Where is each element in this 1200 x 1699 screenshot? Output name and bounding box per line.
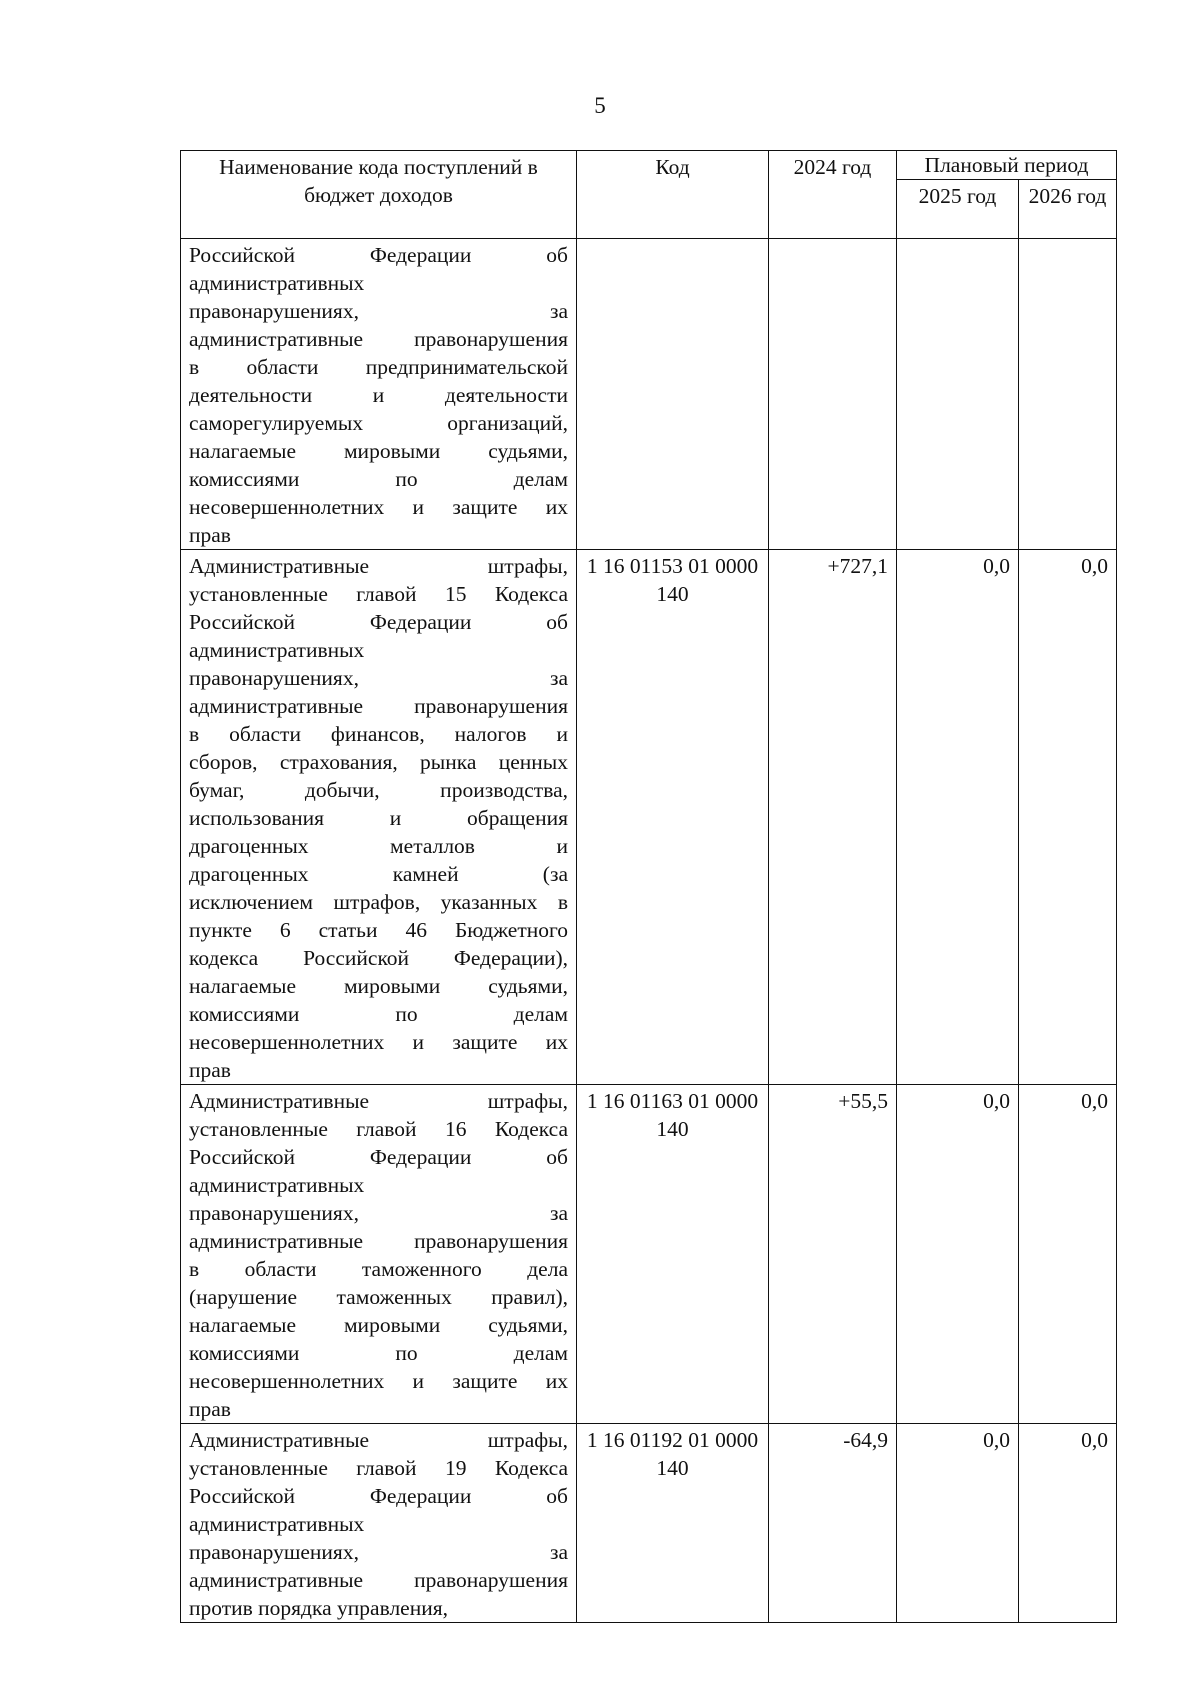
- revenue-name-line: кодекса Российской Федерации),: [189, 946, 568, 970]
- header-2024: 2024 год: [769, 151, 897, 239]
- value-2025-cell: [897, 239, 1019, 550]
- revenue-name-line: установленные главой 15 Кодекса: [189, 582, 568, 606]
- table-body: [181, 239, 1117, 1623]
- revenue-name-line: комиссиями по делам: [189, 467, 568, 491]
- revenue-name-line: драгоценных металлов и: [189, 834, 568, 858]
- revenue-name-line: в области предпринимательской: [189, 355, 568, 379]
- revenue-name-line: административные правонарушения: [189, 694, 568, 718]
- header-2025: 2025 год: [897, 180, 1019, 239]
- revenue-code-cell: 1 16 01153 01 0000 140: [577, 550, 769, 1085]
- table-row: [181, 1085, 1117, 1424]
- revenue-name-line: несовершеннолетних и защите их: [189, 1030, 568, 1054]
- revenue-name-line: драгоценных камней (за: [189, 862, 568, 886]
- value-2024-cell: +727,1: [769, 550, 897, 1085]
- revenue-name-line: прав: [189, 1397, 231, 1421]
- revenue-name-line: в области таможенного дела: [189, 1257, 568, 1281]
- revenue-name-line: административные правонарушения: [189, 327, 568, 351]
- value-2025-cell: 0,0: [897, 550, 1019, 1085]
- revenue-name-line: административных: [189, 638, 365, 662]
- revenue-name-line: налагаемые мировыми судьями,: [189, 439, 568, 463]
- revenue-name-line: комиссиями по делам: [189, 1341, 568, 1365]
- table-row: [181, 239, 1117, 550]
- value-2024-cell: [769, 239, 897, 550]
- revenue-name-line: Административные штрафы,: [189, 1428, 568, 1452]
- revenue-name-line: правонарушениях, за: [189, 1540, 568, 1564]
- revenue-name-line: исключением штрафов, указанных в: [189, 890, 568, 914]
- revenue-name-line: пункте 6 статьи 46 Бюджетного: [189, 918, 568, 942]
- header-planned-period: Плановый период: [897, 151, 1117, 180]
- revenue-name-line: использования и обращения: [189, 806, 568, 830]
- revenue-name-line: Российской Федерации об: [189, 610, 568, 634]
- value-2025-cell: 0,0: [897, 1085, 1019, 1424]
- table-row: [181, 1424, 1117, 1623]
- revenue-name-line: правонарушениях, за: [189, 666, 568, 690]
- revenue-name-line: против порядка управления,: [189, 1596, 448, 1620]
- revenue-name-line: налагаемые мировыми судьями,: [189, 1313, 568, 1337]
- page-number: 5: [594, 93, 606, 118]
- value-2026-cell: 0,0: [1019, 1424, 1117, 1623]
- revenue-name-line: прав: [189, 1058, 231, 1082]
- header-code: Код: [577, 151, 769, 239]
- revenue-name-line: административные правонарушения: [189, 1229, 568, 1253]
- revenue-name-line: несовершеннолетних и защите их: [189, 1369, 568, 1393]
- revenue-code-cell: 1 16 01163 01 0000 140: [577, 1085, 769, 1424]
- revenue-name-line: деятельности и деятельности: [189, 383, 568, 407]
- revenue-name-cell: [181, 1424, 577, 1623]
- header-2026: 2026 год: [1019, 180, 1117, 239]
- revenue-name-line: административных: [189, 271, 365, 295]
- revenue-name-line: прав: [189, 523, 231, 547]
- revenue-name-line: правонарушениях, за: [189, 1201, 568, 1225]
- revenue-name-line: административных: [189, 1512, 365, 1536]
- revenue-name-line: Административные штрафы,: [189, 554, 568, 578]
- revenue-name-line: правонарушениях, за: [189, 299, 568, 323]
- revenue-name-line: в области финансов, налогов и: [189, 722, 568, 746]
- revenue-name-line: комиссиями по делам: [189, 1002, 568, 1026]
- value-2026-cell: 0,0: [1019, 1085, 1117, 1424]
- revenue-name-line: Российской Федерации об: [189, 1484, 568, 1508]
- revenue-name-line: Российской Федерации об: [189, 1145, 568, 1169]
- value-2025-cell: 0,0: [897, 1424, 1019, 1623]
- revenue-table: [180, 150, 1117, 1623]
- revenue-name-line: бумаг, добычи, производства,: [189, 778, 568, 802]
- revenue-code-cell: [577, 239, 769, 550]
- table-row: [181, 550, 1117, 1085]
- value-2024-cell: -64,9: [769, 1424, 897, 1623]
- revenue-name-line: саморегулируемых организаций,: [189, 411, 568, 435]
- revenue-name-line: (нарушение таможенных правил),: [189, 1285, 568, 1309]
- value-2026-cell: 0,0: [1019, 550, 1117, 1085]
- revenue-name-line: административных: [189, 1173, 365, 1197]
- value-2026-cell: [1019, 239, 1117, 550]
- revenue-name-line: сборов, страхования, рынка ценных: [189, 750, 568, 774]
- revenue-code-cell: 1 16 01192 01 0000 140: [577, 1424, 769, 1623]
- revenue-name-cell: [181, 239, 577, 550]
- revenue-name-line: административные правонарушения: [189, 1568, 568, 1592]
- revenue-name-cell: [181, 1085, 577, 1424]
- revenue-name-line: налагаемые мировыми судьями,: [189, 974, 568, 998]
- revenue-name-line: Административные штрафы,: [189, 1089, 568, 1113]
- value-2024-cell: +55,5: [769, 1085, 897, 1424]
- revenue-name-line: Российской Федерации об: [189, 243, 568, 267]
- revenue-name-line: установленные главой 16 Кодекса: [189, 1117, 568, 1141]
- revenue-name-line: установленные главой 19 Кодекса: [189, 1456, 568, 1480]
- revenue-name-line: несовершеннолетних и защите их: [189, 495, 568, 519]
- header-name: Наименование кода поступлений в бюджет доходов: [181, 151, 577, 239]
- revenue-name-cell: [181, 550, 577, 1085]
